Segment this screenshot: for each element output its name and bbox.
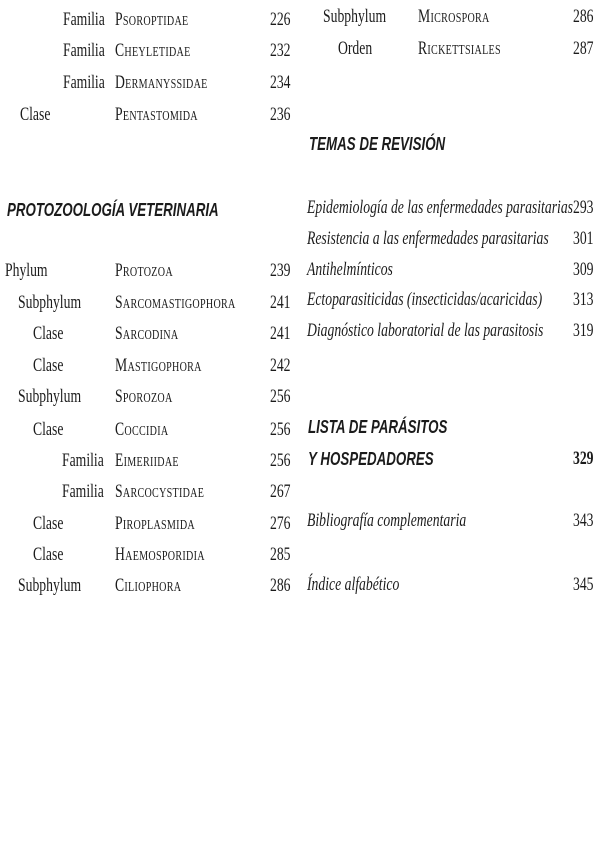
taxon-name: SARCOMASTIGOPHORA <box>115 292 236 313</box>
taxon-rank: Orden <box>338 38 373 59</box>
taxon-name: SPOROZOA <box>115 386 173 407</box>
toc-entry <box>0 355 600 377</box>
taxon-rank: Clase <box>33 323 64 344</box>
toc-entry <box>0 386 600 408</box>
page-number: 345 <box>572 574 593 595</box>
taxon-name: PENTASTOMIDA <box>115 104 198 125</box>
taxon-rank: Clase <box>33 513 64 534</box>
section-heading: Y HOSPEDADORES <box>308 449 434 469</box>
taxon-rank: Clase <box>33 419 64 440</box>
taxon-rank: Familia <box>63 72 105 93</box>
page-number: 226 <box>269 9 290 30</box>
taxon-name: EIMERIIDAE <box>115 450 179 471</box>
taxon-rank: Subphylum <box>323 6 387 27</box>
toc-entry <box>0 320 600 342</box>
taxon-rank: Subphylum <box>18 575 82 596</box>
taxon-name: DERMANYSSIDAE <box>115 72 208 93</box>
page-number: 276 <box>269 513 290 534</box>
page-number: 287 <box>572 38 593 59</box>
page-number: 319 <box>572 320 593 341</box>
toc-entry <box>0 419 600 441</box>
toc-entry <box>0 38 600 60</box>
taxon-rank: Phylum <box>5 260 48 281</box>
toc-entry <box>0 574 600 596</box>
page-number: 256 <box>269 386 290 407</box>
page-number: 286 <box>572 6 593 27</box>
taxon-name: PIROPLASMIDA <box>115 513 195 534</box>
topic-title: Epidemiología de las enfermedades parasitarias <box>307 197 573 218</box>
page-number: 234 <box>269 72 290 93</box>
taxon-name: MASTIGOPHORA <box>115 355 202 376</box>
toc-entry <box>0 510 600 532</box>
page-number: 309 <box>572 259 593 280</box>
toc-entry <box>0 544 600 566</box>
page-number: 256 <box>269 419 290 440</box>
taxon-rank: Clase <box>33 544 64 565</box>
taxon-rank: Clase <box>33 355 64 376</box>
topic-title: Diagnóstico laboratorial de las parasitosis <box>307 320 544 341</box>
taxon-name: RICKETTSIALES <box>418 38 501 59</box>
toc-entry <box>0 448 600 470</box>
topic-title: Resistencia a las enfermedades parasitarias <box>307 228 549 249</box>
topic-title: Antihelmínticos <box>307 259 393 280</box>
taxon-name: PROTOZOA <box>115 260 173 281</box>
taxon-rank: Subphylum <box>18 386 82 407</box>
page-number: 256 <box>269 450 290 471</box>
taxon-name: MICROSPORA <box>418 6 490 27</box>
taxon-name: PSOROPTIDAE <box>115 9 189 30</box>
taxon-name: CHEYLETIDAE <box>115 40 191 61</box>
section-heading: PROTOZOOLOGÍA VETERINARIA <box>7 200 219 220</box>
section-heading: TEMAS DE REVISIÓN <box>309 134 446 154</box>
taxon-rank: Familia <box>62 481 104 502</box>
toc-entry <box>0 6 600 28</box>
toc-entry <box>0 289 600 311</box>
page-number: 267 <box>269 481 290 502</box>
page-number: 241 <box>269 292 290 313</box>
taxon-rank: Familia <box>62 450 104 471</box>
page-number: 241 <box>269 323 290 344</box>
taxon-rank: Subphylum <box>18 292 82 313</box>
toc-entry <box>0 259 600 281</box>
page-number: 313 <box>572 289 593 310</box>
page-number: 232 <box>269 40 290 61</box>
section-heading: LISTA DE PARÁSITOS <box>308 417 448 437</box>
taxon-name: CILIOPHORA <box>115 575 182 596</box>
page-number: 239 <box>269 260 290 281</box>
toc-entry <box>0 104 600 126</box>
toc-entry <box>0 197 600 219</box>
taxon-name: HAEMOSPORIDIA <box>115 544 205 565</box>
page-number: 285 <box>269 544 290 565</box>
taxon-name: COCCIDIA <box>115 419 169 440</box>
taxon-name: SARCODINA <box>115 323 179 344</box>
topic-title: Bibliografía complementaria <box>307 510 467 531</box>
page-number: 293 <box>572 197 593 218</box>
taxon-rank: Familia <box>63 9 105 30</box>
page-number: 236 <box>269 104 290 125</box>
taxon-rank: Clase <box>20 104 51 125</box>
page-number: 329 <box>572 448 593 469</box>
topic-title: Ectoparasiticidas (insecticidas/acaricidas) <box>307 289 543 310</box>
topic-title: Índice alfabético <box>307 574 400 595</box>
page-number: 242 <box>269 355 290 376</box>
page-number: 301 <box>572 228 593 249</box>
toc-entry <box>0 72 600 94</box>
page-number: 343 <box>572 510 593 531</box>
toc-entry <box>0 481 600 503</box>
page-number: 286 <box>269 575 290 596</box>
taxon-rank: Familia <box>63 40 105 61</box>
taxon-name: SARCOCYSTIDAE <box>115 481 205 502</box>
toc-entry <box>0 228 600 250</box>
